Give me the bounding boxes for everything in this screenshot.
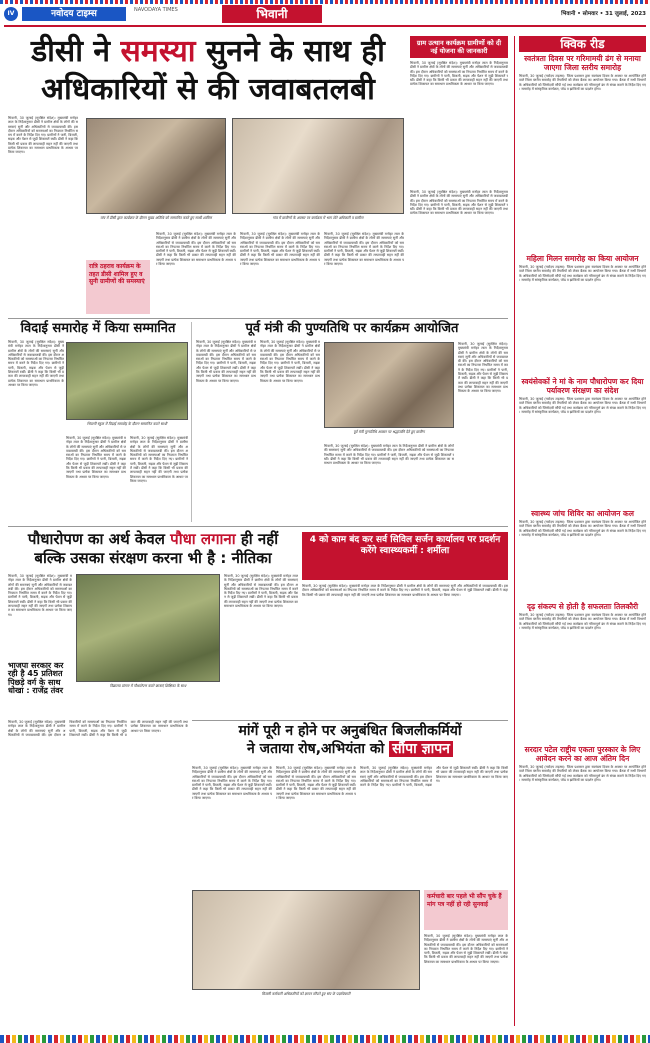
lead-highlight: समस्या <box>120 34 196 69</box>
plantation-headline-line2: बल्कि उसका संरक्षण करना भी है : नीतिका <box>34 548 272 567</box>
tribute-body-col3: भिवानी, 30 जुलाई (सुरक्षित संदेश): मुख्यमंत्री मनोहर लाल के निर्देशानुसार डीसी ने ग्रामीण क्षेत्रों के लोगों की समस्याएं सुनीं और अधिकारियों से जवाबतलबी की। इस दौरान अधिकारियों को समस्याओं का निपटारा निर्धारित समय में करने के निर्देश दिए गए। ग्रामीणों ने पानी, बिजली, सड़क और पेंशन से जुड़ी शिकायतें रखीं। डीसी ने कहा कि किसी भी प्रकार की लापरवाही सहन नहीं की जाएगी तथा प्रत्येक शिकायत का समाधान प्राथमिकता के आधार पर किया जाएगा। <box>458 342 508 394</box>
lead-headline-line1: डीसी ने समस्या सुनने के साथ ही <box>31 34 385 69</box>
retirement-photo <box>66 342 188 420</box>
lead-sidebar-body: भिवानी, 30 जुलाई (सुरक्षित संदेश): मुख्यमंत्री मनोहर लाल के निर्देशानुसार डीसी ने ग्रामीण क्षेत्रों के लोगों की समस्याएं सुनीं और अधिकारियों से जवाबतलबी की। इस दौरान अधिकारियों को समस्याओं का निपटारा निर्धारित समय में करने के निर्देश दिए गए। ग्रामीणों ने पानी, बिजली, सड़क और पेंशन से जुड़ी शिकायतें रखीं। डीसी ने कहा कि किसी भी प्रकार की लापरवाही सहन नहीं की जाएगी तथा प्रत्येक शिकायत का समाधान प्राथमिकता के आधार पर किया जाएगा। <box>410 61 508 87</box>
right-column <box>514 36 646 1026</box>
retirement-body-col1: भिवानी, 30 जुलाई (सुरक्षित संदेश): मुख्यमंत्री मनोहर लाल के निर्देशानुसार डीसी ने ग्रामीण क्षेत्रों के लोगों की समस्याएं सुनीं और अधिकारियों से जवाबतलबी की। इस दौरान अधिकारियों को समस्याओं का निपटारा निर्धारित समय में करने के निर्देश दिए गए। ग्रामीणों ने पानी, बिजली, सड़क और पेंशन से जुड़ी शिकायतें रखीं। डीसी ने कहा कि किसी भी प्रकार की लापरवाही सहन नहीं की जाएगी तथा प्रत्येक शिकायत का समाधान प्राथमिकता के आधार पर किया जाएगा। <box>8 340 64 387</box>
top-color-strip <box>0 0 650 4</box>
electric-body-col3: भिवानी, 30 जुलाई (सुरक्षित संदेश): मुख्यमंत्री मनोहर लाल के निर्देशानुसार डीसी ने ग्रामीण क्षेत्रों के लोगों की समस्याएं सुनीं और अधिकारियों से जवाबतलबी की। इस दौरान अधिकारियों को समस्याओं का निपटारा निर्धारित समय में करने के निर्देश दिए गए। ग्रामीणों ने पानी, बिजली, सड़क और पेंशन से जुड़ी शिकायतें रखीं। डीसी ने कहा कि किसी भी प्रकार की लापरवाही सहन नहीं की जाएगी तथा प्रत्येक शिकायत का समाधान प्राथमिकता के आधार पर किया जाएगा। <box>360 766 508 788</box>
lead-headline <box>8 36 408 105</box>
divider-2 <box>8 526 508 527</box>
retirement-headline: विदाई समारोह में किया सम्मानित <box>20 321 176 336</box>
retirement-body-col3: भिवानी, 30 जुलाई (सुरक्षित संदेश): मुख्यमंत्री मनोहर लाल के निर्देशानुसार डीसी ने ग्रामीण क्षेत्रों के लोगों की समस्याएं सुनीं और अधिकारियों से जवाबतलबी की। इस दौरान अधिकारियों को समस्याओं का निपटारा निर्धारित समय में करने के निर्देश दिए गए। ग्रामीणों ने पानी, बिजली, सड़क और पेंशन से जुड़ी शिकायतें रखीं। डीसी ने कहा कि किसी भी प्रकार की लापरवाही सहन नहीं की जाएगी तथा प्रत्येक शिकायत का समाधान प्राथमिकता के आधार पर किया जाएगा। <box>130 436 188 483</box>
plantation-photo <box>76 574 220 682</box>
electric-callout <box>424 890 508 930</box>
right-story5-title: दृढ़ संकल्प से होती है सफलताः तिलकौरी <box>526 602 639 611</box>
right-story1-title: स्वतंत्रता दिवस पर गरिमामयी ढंग से मनाया जाएगा जिला स्तरीय समारोह <box>524 54 641 72</box>
lead-body-col1: भिवानी, 30 जुलाई (सुरक्षित संदेश): मुख्यमंत्री मनोहर लाल के निर्देशानुसार डीसी ने ग्रामीण क्षेत्रों के लोगों की समस्याएं सुनीं और अधिकारियों से जवाबतलबी की। इस दौरान अधिकारियों को समस्याओं का निपटारा निर्धारित समय में करने के निर्देश दिए गए। ग्रामीणों ने पानी, बिजली, सड़क और पेंशन से जुड़ी शिकायतें रखीं। डीसी ने कहा कि किसी भी प्रकार की लापरवाही सहन नहीं की जाएगी तथा प्रत्येक शिकायत का समाधान प्राथमिकता के आधार पर किया जाएगा। <box>8 116 78 155</box>
electric-headline <box>192 724 508 756</box>
brand-sub: NAVODAYA TIMES <box>134 7 178 13</box>
lead-callout <box>86 260 150 314</box>
electric-photo <box>192 890 420 990</box>
lead-caption-left: गांव में डीसी द्वारा कार्यक्रम के दौरान मुख्य अतिथि को सम्मानित करते हुए साथी शामिल <box>100 216 212 220</box>
electric-headline-line1: मांगें पूरी न होने पर अनुबंधित बिजलीकर्मियों <box>238 723 462 739</box>
right-story2-title: महिला मिलन समारोह का किया आयोजन <box>526 254 639 263</box>
lead-caption-right: गांव में ग्रामीणों के अवसर पर कार्यक्रम में भाग लेते अधिकारी व ग्रामीण <box>272 216 364 220</box>
right-story6-body: भिवानी, 30 जुलाई (नवोदय टाइम्स): जिला प्रशासन द्वारा स्वतंत्रता दिवस के अवसर पर आयोजित होने वाले जिला स्तरीय समारोह की तैयारियों को लेकर बैठक का आयोजन किया गया। बैठक में सभी विभागों के अधिकारियों को जिम्मेदारी सौंपी गई तथा कार्यक्रम को गरिमापूर्ण ढंग से संपन्न कराने के निर्देश दिए गए। समारोह में सांस्कृतिक कार्यक्रम, परेड व झांकियों का प्रदर्शन होगा। <box>519 765 646 782</box>
lead-callout-text: रात्रि ठहराव कार्यक्रम के तहत डीसी शामिल हुए व सुनी ग्रामीणों की समस्याएं <box>89 263 145 285</box>
right-story5-body: भिवानी, 30 जुलाई (नवोदय टाइम्स): जिला प्रशासन द्वारा स्वतंत्रता दिवस के अवसर पर आयोजित होने वाले जिला स्तरीय समारोह की तैयारियों को लेकर बैठक का आयोजन किया गया। बैठक में सभी विभागों के अधिकारियों को जिम्मेदारी सौंपी गई तथा कार्यक्रम को गरिमापूर्ण ढंग से संपन्न कराने के निर्देश दिए गए। समारोह में सांस्कृतिक कार्यक्रम, परेड व झांकियों का प्रदर्शन होगा। <box>519 613 646 630</box>
tribute-body-col2: भिवानी, 30 जुलाई (सुरक्षित संदेश): मुख्यमंत्री मनोहर लाल के निर्देशानुसार डीसी ने ग्रामीण क्षेत्रों के लोगों की समस्याएं सुनीं और अधिकारियों से जवाबतलबी की। इस दौरान अधिकारियों को समस्याओं का निपटारा निर्धारित समय में करने के निर्देश दिए गए। ग्रामीणों ने पानी, बिजली, सड़क और पेंशन से जुड़ी शिकायतें रखीं। डीसी ने कहा कि किसी भी प्रकार की लापरवाही सहन नहीं की जाएगी तथा प्रत्येक शिकायत का समाधान प्राथमिकता के आधार पर किया जाएगा। <box>260 340 320 383</box>
header-rule <box>4 25 646 27</box>
kicker: क्विक रीड <box>519 36 646 52</box>
lead-photo-right <box>232 118 404 214</box>
retirement-body-col2: भिवानी, 30 जुलाई (सुरक्षित संदेश): मुख्यमंत्री मनोहर लाल के निर्देशानुसार डीसी ने ग्रामीण क्षेत्रों के लोगों की समस्याएं सुनीं और अधिकारियों से जवाबतलबी की। इस दौरान अधिकारियों को समस्याओं का निपटारा निर्धारित समय में करने के निर्देश दिए गए। ग्रामीणों ने पानी, बिजली, सड़क और पेंशन से जुड़ी शिकायतें रखीं। डीसी ने कहा कि किसी भी प्रकार की लापरवाही सहन नहीं की जाएगी तथा प्रत्येक शिकायत का समाधान प्राथमिकता के आधार पर किया जाएगा। <box>66 436 126 479</box>
edition-line: भिवानी • सोमवार • 31 जुलाई, 2023 <box>561 11 646 17</box>
sarjan-body: भिवानी, 30 जुलाई (सुरक्षित संदेश): मुख्यमंत्री मनोहर लाल के निर्देशानुसार डीसी ने ग्रामीण क्षेत्रों के लोगों की समस्याएं सुनीं और अधिकारियों से जवाबतलबी की। इस दौरान अधिकारियों को समस्याओं का निपटारा निर्धारित समय में करने के निर्देश दिए गए। ग्रामीणों ने पानी, बिजली, सड़क और पेंशन से जुड़ी शिकायतें रखीं। डीसी ने कहा कि किसी भी प्रकार की लापरवाही सहन नहीं की जाएगी तथा प्रत्येक शिकायत का समाधान प्राथमिकता के आधार पर किया जाएगा। <box>302 584 508 597</box>
right-story2-body: भिवानी, 30 जुलाई (नवोदय टाइम्स): जिला प्रशासन द्वारा स्वतंत्रता दिवस के अवसर पर आयोजित होने वाले जिला स्तरीय समारोह की तैयारियों को लेकर बैठक का आयोजन किया गया। बैठक में सभी विभागों के अधिकारियों को जिम्मेदारी सौंपी गई तथा कार्यक्रम को गरिमापूर्ण ढंग से संपन्न कराने के निर्देश दिए गए। समारोह में सांस्कृतिक कार्यक्रम, परेड व झांकियों का प्रदर्शन होगा। <box>519 265 646 282</box>
right-story3-title: स्वयंसेवकों ने मां के नाम पौधारोपण कर दिया पर्यावरण संरक्षण का संदेश <box>521 377 644 395</box>
tribute-body-col4: भिवानी, 30 जुलाई (सुरक्षित संदेश): मुख्यमंत्री मनोहर लाल के निर्देशानुसार डीसी ने ग्रामीण क्षेत्रों के लोगों की समस्याएं सुनीं और अधिकारियों से जवाबतलबी की। इस दौरान अधिकारियों को समस्याओं का निपटारा निर्धारित समय में करने के निर्देश दिए गए। ग्रामीणों ने पानी, बिजली, सड़क और पेंशन से जुड़ी शिकायतें रखीं। डीसी ने कहा कि किसी भी प्रकार की लापरवाही सहन नहीं की जाएगी तथा प्रत्येक शिकायत का समाधान प्राथमिकता के आधार पर किया जाएगा। <box>324 444 454 466</box>
lead-photo-left <box>86 118 226 214</box>
bhajpa-body: भिवानी, 30 जुलाई (सुरक्षित संदेश): मुख्यमंत्री मनोहर लाल के निर्देशानुसार डीसी ने ग्रामीण क्षेत्रों के लोगों की समस्याएं सुनीं और अधिकारियों से जवाबतलबी की। इस दौरान अधिकारियों को समस्याओं का निपटारा निर्धारित समय में करने के निर्देश दिए गए। ग्रामीणों ने पानी, बिजली, सड़क और पेंशन से जुड़ी शिकायतें रखीं। डीसी ने कहा कि किसी भी प्रकार की लापरवाही सहन नहीं की जाएगी तथा प्रत्येक शिकायत का समाधान प्राथमिकता के आधार पर किया जाएगा। <box>8 720 188 737</box>
tribute-body-col1: भिवानी, 30 जुलाई (सुरक्षित संदेश): मुख्यमंत्री मनोहर लाल के निर्देशानुसार डीसी ने ग्रामीण क्षेत्रों के लोगों की समस्याएं सुनीं और अधिकारियों से जवाबतलबी की। इस दौरान अधिकारियों को समस्याओं का निपटारा निर्धारित समय में करने के निर्देश दिए गए। ग्रामीणों ने पानी, बिजली, सड़क और पेंशन से जुड़ी शिकायतें रखीं। डीसी ने कहा कि किसी भी प्रकार की लापरवाही सहन नहीं की जाएगी तथा प्रत्येक शिकायत का समाधान प्राथमिकता के आधार पर किया जाएगा। <box>196 340 256 383</box>
tribute-photo <box>324 342 454 428</box>
plantation-headline-line1: पौधारोपण का अर्थ केवल पौधा लगाना ही नहीं <box>27 530 279 548</box>
electric-body-col1: भिवानी, 30 जुलाई (सुरक्षित संदेश): मुख्यमंत्री मनोहर लाल के निर्देशानुसार डीसी ने ग्रामीण क्षेत्रों के लोगों की समस्याएं सुनीं और अधिकारियों से जवाबतलबी की। इस दौरान अधिकारियों को समस्याओं का निपटारा निर्धारित समय में करने के निर्देश दिए गए। ग्रामीणों ने पानी, बिजली, सड़क और पेंशन से जुड़ी शिकायतें रखीं। डीसी ने कहा कि किसी भी प्रकार की लापरवाही सहन नहीं की जाएगी तथा प्रत्येक शिकायत का समाधान प्राथमिकता के आधार पर किया जाएगा। <box>192 766 272 801</box>
plantation-caption: विद्यालय प्रांगण में पौधारोपण करते छात्राएं शिक्षिका के साथ <box>109 684 187 688</box>
bhajpa-headline: भाजपा सरकार कर रही है 45 प्रतिशत पिछड़े वर्ग के साथ धोखा : राजेंद्र तंवर <box>8 661 64 696</box>
plantation-highlight: पौधा लगाना <box>170 530 236 548</box>
lead-body-col3: भिवानी, 30 जुलाई (सुरक्षित संदेश): मुख्यमंत्री मनोहर लाल के निर्देशानुसार डीसी ने ग्रामीण क्षेत्रों के लोगों की समस्याएं सुनीं और अधिकारियों से जवाबतलबी की। इस दौरान अधिकारियों को समस्याओं का निपटारा निर्धारित समय में करने के निर्देश दिए गए। ग्रामीणों ने पानी, बिजली, सड़क और पेंशन से जुड़ी शिकायतें रखीं। डीसी ने कहा कि किसी भी प्रकार की लापरवाही सहन नहीं की जाएगी तथा प्रत्येक शिकायत का समाधान प्राथमिकता के आधार पर किया जाएगा। <box>240 232 320 267</box>
right-story4-body: भिवानी, 30 जुलाई (नवोदय टाइम्स): जिला प्रशासन द्वारा स्वतंत्रता दिवस के अवसर पर आयोजित होने वाले जिला स्तरीय समारोह की तैयारियों को लेकर बैठक का आयोजन किया गया। बैठक में सभी विभागों के अधिकारियों को जिम्मेदारी सौंपी गई तथा कार्यक्रम को गरिमापूर्ण ढंग से संपन्न कराने के निर्देश दिए गए। समारोह में सांस्कृतिक कार्यक्रम, परेड व झांकियों का प्रदर्शन होगा। <box>519 520 646 537</box>
plantation-body-col1: भिवानी, 30 जुलाई (सुरक्षित संदेश): मुख्यमंत्री मनोहर लाल के निर्देशानुसार डीसी ने ग्रामीण क्षेत्रों के लोगों की समस्याएं सुनीं और अधिकारियों से जवाबतलबी की। इस दौरान अधिकारियों को समस्याओं का निपटारा निर्धारित समय में करने के निर्देश दिए गए। ग्रामीणों ने पानी, बिजली, सड़क और पेंशन से जुड़ी शिकायतें रखीं। डीसी ने कहा कि किसी भी प्रकार की लापरवाही सहन नहीं की जाएगी तथा प्रत्येक शिकायत का समाधान प्राथमिकता के आधार पर किया जाएगा। <box>8 574 72 617</box>
lead-headline-line2: अधिकारियों से की जवाबतलबी <box>41 71 375 107</box>
section-title: भिवानी <box>222 5 322 23</box>
electric-headline-line2: ने जताया रोष,अभियंता को सौंपा ज्ञापन <box>192 742 508 757</box>
page-number-badge: IV <box>4 7 18 21</box>
electric-body-col4: भिवानी, 30 जुलाई (सुरक्षित संदेश): मुख्यमंत्री मनोहर लाल के निर्देशानुसार डीसी ने ग्रामीण क्षेत्रों के लोगों की समस्याएं सुनीं और अधिकारियों से जवाबतलबी की। इस दौरान अधिकारियों को समस्याओं का निपटारा निर्धारित समय में करने के निर्देश दिए गए। ग्रामीणों ने पानी, बिजली, सड़क और पेंशन से जुड़ी शिकायतें रखीं। डीसी ने कहा कि किसी भी प्रकार की लापरवाही सहन नहीं की जाएगी तथा प्रत्येक शिकायत का समाधान प्राथमिकता के आधार पर किया जाएगा। <box>424 934 508 964</box>
sarjan-headline-box <box>302 532 508 580</box>
right-story3-body: भिवानी, 30 जुलाई (नवोदय टाइम्स): जिला प्रशासन द्वारा स्वतंत्रता दिवस के अवसर पर आयोजित होने वाले जिला स्तरीय समारोह की तैयारियों को लेकर बैठक का आयोजन किया गया। बैठक में सभी विभागों के अधिकारियों को जिम्मेदारी सौंपी गई तथा कार्यक्रम को गरिमापूर्ण ढंग से संपन्न कराने के निर्देश दिए गए। समारोह में सांस्कृतिक कार्यक्रम, परेड व झांकियों का प्रदर्शन होगा। <box>519 397 646 414</box>
divider-3 <box>192 720 508 721</box>
sarjan-headline: 4 को काम बंद कर सर्व सिविल सर्जन कार्यालय पर प्रदर्शन करेंगे स्वास्थ्यकर्मी : शर्मीला <box>309 535 501 556</box>
plantation-headline <box>8 532 298 567</box>
right-story4-title: स्वास्थ्य जांच शिविर का आयोजन कल <box>531 509 634 518</box>
divider-1 <box>8 318 508 319</box>
col-divider-mid <box>191 322 192 522</box>
lead-sidebar-head: ग्राम उत्थान कार्यक्रम ग्रामीणों को दी नई योजना की जानकारी <box>410 36 508 58</box>
plantation-body-col2: भिवानी, 30 जुलाई (सुरक्षित संदेश): मुख्यमंत्री मनोहर लाल के निर्देशानुसार डीसी ने ग्रामीण क्षेत्रों के लोगों की समस्याएं सुनीं और अधिकारियों से जवाबतलबी की। इस दौरान अधिकारियों को समस्याओं का निपटारा निर्धारित समय में करने के निर्देश दिए गए। ग्रामीणों ने पानी, बिजली, सड़क और पेंशन से जुड़ी शिकायतें रखीं। डीसी ने कहा कि किसी भी प्रकार की लापरवाही सहन नहीं की जाएगी तथा प्रत्येक शिकायत का समाधान प्राथमिकता के आधार पर किया जाएगा। <box>224 574 298 609</box>
lead-body-col4: भिवानी, 30 जुलाई (सुरक्षित संदेश): मुख्यमंत्री मनोहर लाल के निर्देशानुसार डीसी ने ग्रामीण क्षेत्रों के लोगों की समस्याएं सुनीं और अधिकारियों से जवाबतलबी की। इस दौरान अधिकारियों को समस्याओं का निपटारा निर्धारित समय में करने के निर्देश दिए गए। ग्रामीणों ने पानी, बिजली, सड़क और पेंशन से जुड़ी शिकायतें रखीं। डीसी ने कहा कि किसी भी प्रकार की लापरवाही सहन नहीं की जाएगी तथा प्रत्येक शिकायत का समाधान प्राथमिकता के आधार पर किया जाएगा। <box>324 232 404 267</box>
tribute-caption: पूर्व मंत्री पुण्यतिथि अवसर पर श्रद्धांजलि देते हुए ग्रामीण <box>353 430 425 434</box>
right-story6-title: सरदार पटेल राष्ट्रीय एकता पुरस्कार के लिए आवेदन करने का आज अंतिम दिन <box>524 745 641 763</box>
brand-logo: नवोदय टाइम्स <box>22 7 126 21</box>
lead-body-col5: भिवानी, 30 जुलाई (सुरक्षित संदेश): मुख्यमंत्री मनोहर लाल के निर्देशानुसार डीसी ने ग्रामीण क्षेत्रों के लोगों की समस्याएं सुनीं और अधिकारियों से जवाबतलबी की। इस दौरान अधिकारियों को समस्याओं का निपटारा निर्धारित समय में करने के निर्देश दिए गए। ग्रामीणों ने पानी, बिजली, सड़क और पेंशन से जुड़ी शिकायतें रखीं। डीसी ने कहा कि किसी भी प्रकार की लापरवाही सहन नहीं की जाएगी तथा प्रत्येक शिकायत का समाधान प्राथमिकता के आधार पर किया जाएगा। <box>410 190 508 216</box>
retirement-caption: भिवानी स्कूल में विदाई समारोह के दौरान सम्मानित करते साथी <box>86 422 168 426</box>
electric-caption: बिजली कर्मचारी अधिकारियों को ज्ञापन सौंपते हुए संघ के पदाधिकारी <box>261 992 351 996</box>
lead-sidebar <box>410 36 508 186</box>
page-header <box>0 5 650 35</box>
electric-highlight: सौंपा ज्ञापन <box>389 741 453 757</box>
bottom-color-strip <box>0 1035 650 1043</box>
tribute-headline: पूर्व मंत्री की पुण्यतिथि पर कार्यक्रम आयोजित <box>245 321 459 336</box>
electric-callout-text: कर्मचारी बार पहले भी सौंप चुके हैं मांग पत्र नहीं हो रही सुनवाई <box>427 893 502 908</box>
electric-body-col2: भिवानी, 30 जुलाई (सुरक्षित संदेश): मुख्यमंत्री मनोहर लाल के निर्देशानुसार डीसी ने ग्रामीण क्षेत्रों के लोगों की समस्याएं सुनीं और अधिकारियों से जवाबतलबी की। इस दौरान अधिकारियों को समस्याओं का निपटारा निर्धारित समय में करने के निर्देश दिए गए। ग्रामीणों ने पानी, बिजली, सड़क और पेंशन से जुड़ी शिकायतें रखीं। डीसी ने कहा कि किसी भी प्रकार की लापरवाही सहन नहीं की जाएगी तथा प्रत्येक शिकायत का समाधान प्राथमिकता के आधार पर किया जाएगा। <box>276 766 356 801</box>
lead-body-col2: भिवानी, 30 जुलाई (सुरक्षित संदेश): मुख्यमंत्री मनोहर लाल के निर्देशानुसार डीसी ने ग्रामीण क्षेत्रों के लोगों की समस्याएं सुनीं और अधिकारियों से जवाबतलबी की। इस दौरान अधिकारियों को समस्याओं का निपटारा निर्धारित समय में करने के निर्देश दिए गए। ग्रामीणों ने पानी, बिजली, सड़क और पेंशन से जुड़ी शिकायतें रखीं। डीसी ने कहा कि किसी भी प्रकार की लापरवाही सहन नहीं की जाएगी तथा प्रत्येक शिकायत का समाधान प्राथमिकता के आधार पर किया जाएगा। <box>156 232 236 267</box>
right-story1-body: भिवानी, 30 जुलाई (नवोदय टाइम्स): जिला प्रशासन द्वारा स्वतंत्रता दिवस के अवसर पर आयोजित होने वाले जिला स्तरीय समारोह की तैयारियों को लेकर बैठक का आयोजन किया गया। बैठक में सभी विभागों के अधिकारियों को जिम्मेदारी सौंपी गई तथा कार्यक्रम को गरिमापूर्ण ढंग से संपन्न कराने के निर्देश दिए गए। समारोह में सांस्कृतिक कार्यक्रम, परेड व झांकियों का प्रदर्शन होगा। <box>519 74 646 91</box>
